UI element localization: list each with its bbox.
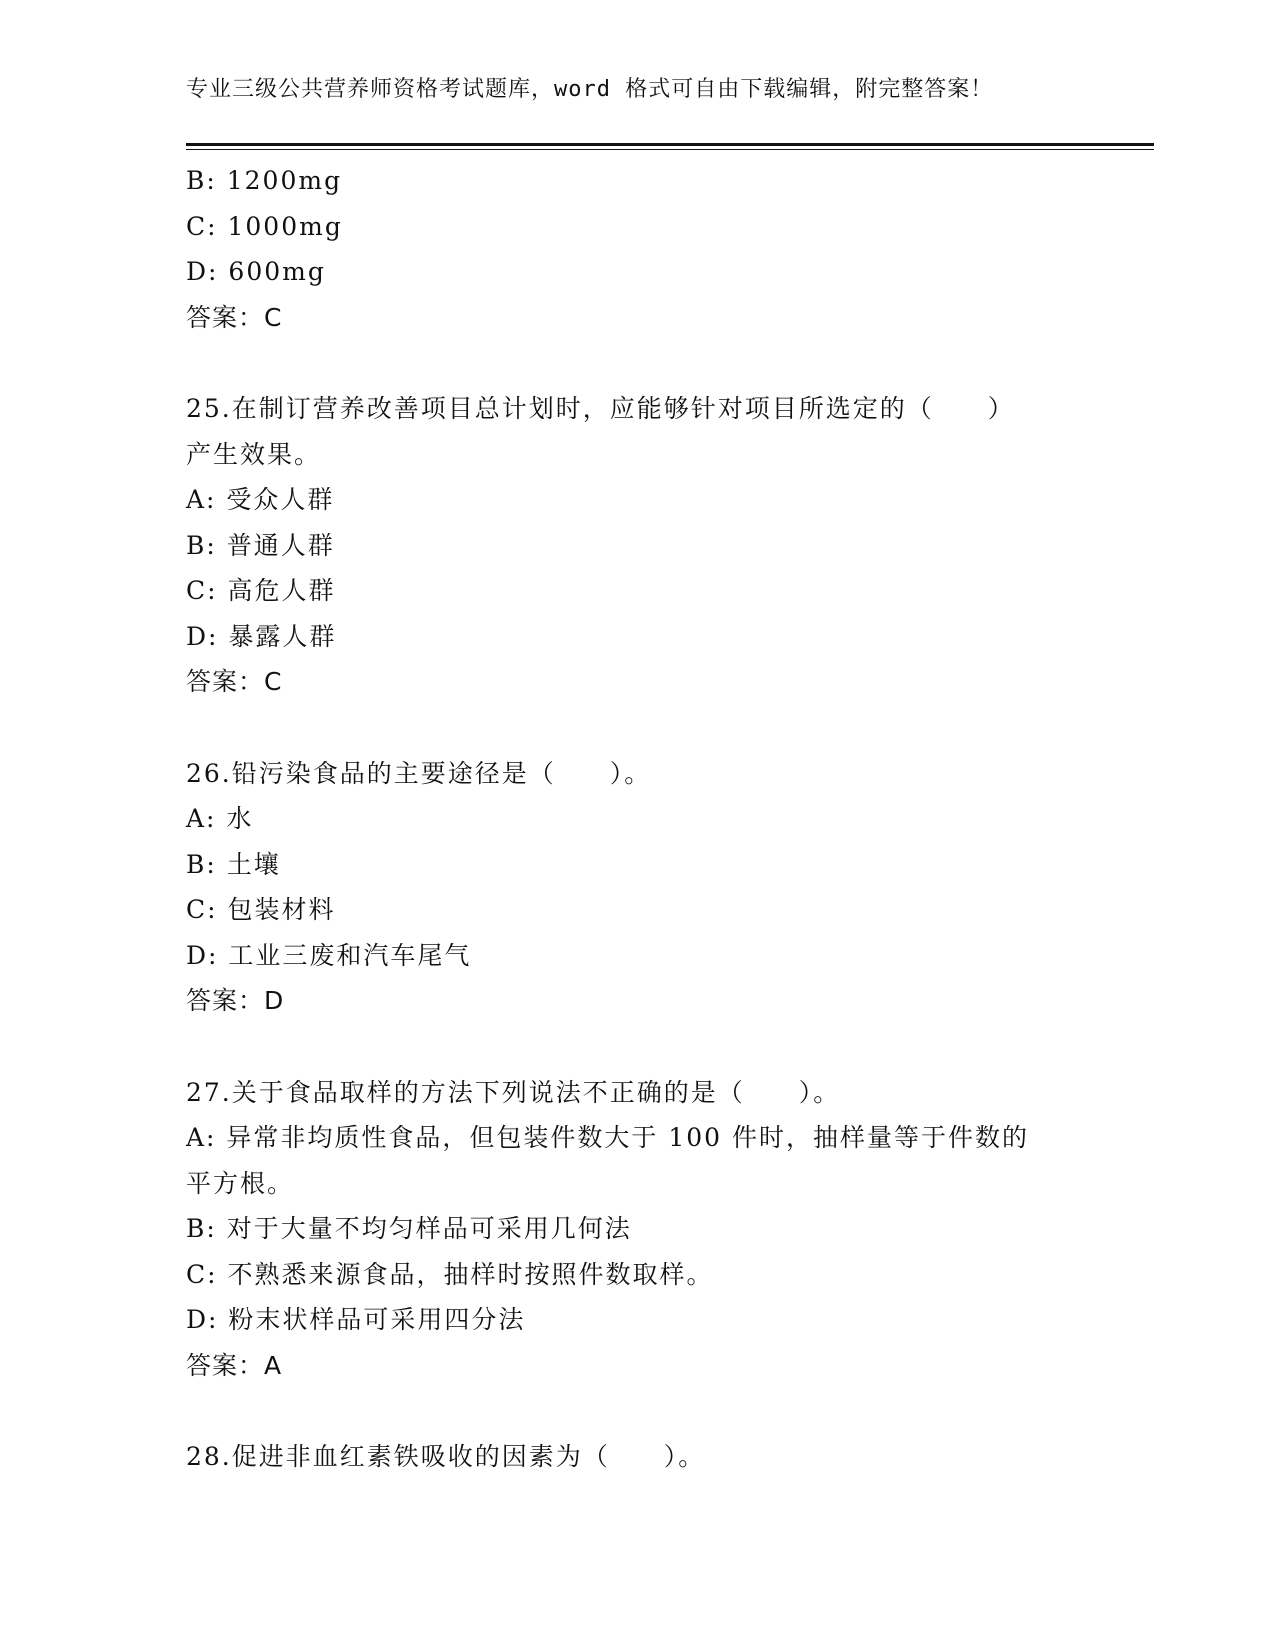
option-a: A: 异常非均质性食品，但包装件数大于 100 件时，抽样量等于件数的 xyxy=(186,1123,1030,1152)
header-rule-thin xyxy=(186,149,1154,150)
question-27 xyxy=(186,1070,1086,1389)
question-stem: 产生效果。 xyxy=(186,439,322,469)
question-list xyxy=(186,158,1086,1480)
option-c: C: 包装材料 xyxy=(186,895,336,924)
question-stem: 25.在制订营养改善项目总计划时，应能够针对项目所选定的（ ） xyxy=(186,394,1015,423)
page-header: 专业三级公共营养师资格考试题库，word 格式可自由下载编辑，附完整答案！ xyxy=(186,77,994,102)
question-28 xyxy=(186,1434,1086,1480)
option-c: C: 不熟悉来源食品，抽样时按照件数取样。 xyxy=(186,1259,714,1289)
prev-question-tail xyxy=(186,158,1086,340)
option-d: D: 工业三废和汽车尾气 xyxy=(186,940,472,970)
option-b: B: 普通人群 xyxy=(186,530,335,560)
question-25 xyxy=(186,386,1086,705)
option-c: C: 高危人群 xyxy=(186,576,336,605)
answer: 答案：C xyxy=(186,302,283,332)
answer: 答案：D xyxy=(186,986,285,1015)
option-b: B: 对于大量不均匀样品可采用几何法 xyxy=(186,1214,632,1243)
option-c: C: 1000mg xyxy=(186,211,343,241)
question-stem: 27.关于食品取样的方法下列说法不正确的是（ ）。 xyxy=(186,1077,841,1107)
option-a: A: 水 xyxy=(186,804,254,833)
question-stem: 28.促进非血红素铁吸收的因素为（ ）。 xyxy=(186,1442,706,1471)
question-stem: 26.铅污染食品的主要途径是（ ）。 xyxy=(186,758,652,788)
question-26 xyxy=(186,751,1086,1024)
answer: 答案：A xyxy=(186,1350,283,1380)
option-d: D: 600mg xyxy=(186,257,326,286)
answer: 答案：C xyxy=(186,667,283,696)
option-d: D: 粉末状样品可采用四分法 xyxy=(186,1305,526,1334)
header-rule-thick xyxy=(186,143,1154,146)
option-a-continued: 平方根。 xyxy=(186,1168,295,1198)
option-b: B: 1200mg xyxy=(186,166,343,195)
option-d: D: 暴露人群 xyxy=(186,621,337,651)
option-a: A: 受众人群 xyxy=(186,485,335,514)
option-b: B: 土壤 xyxy=(186,849,281,879)
